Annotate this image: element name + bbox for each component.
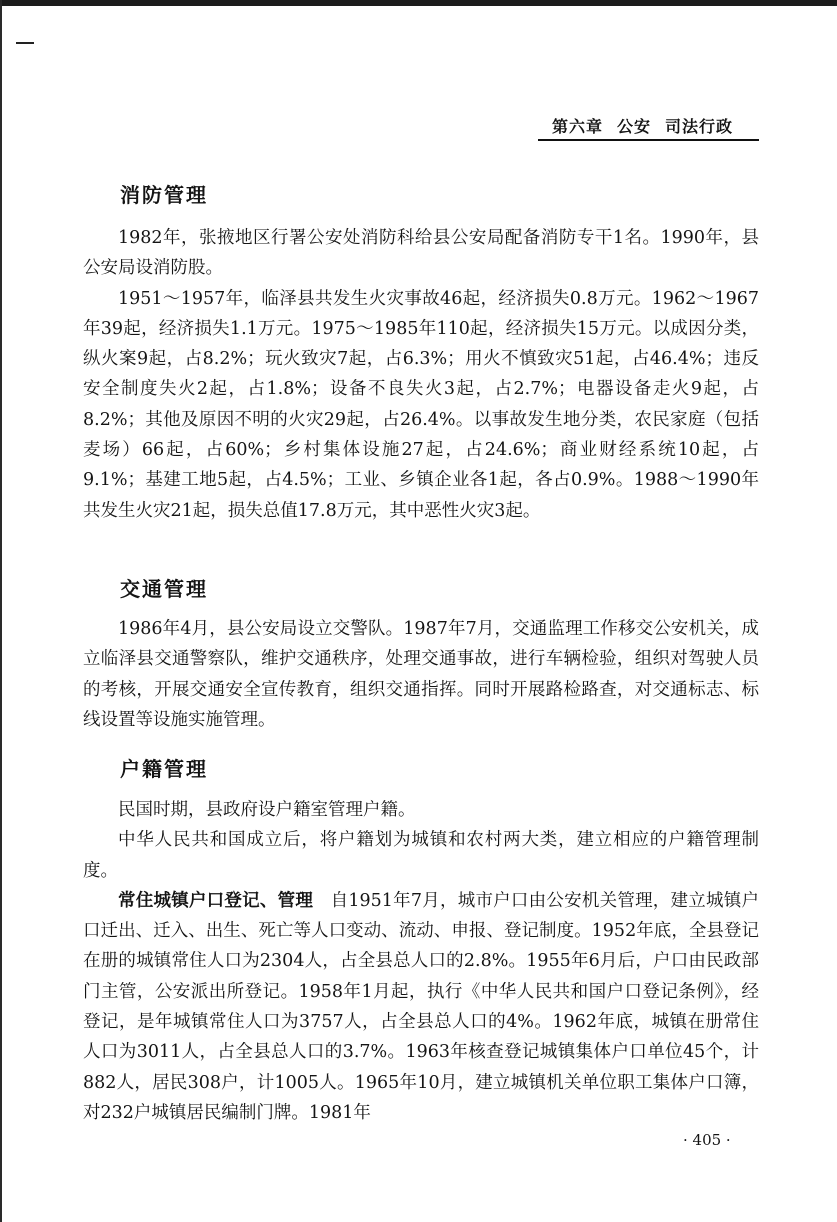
- paragraph: 1986年4月，县公安局设立交警队。1987年7月，交通监理工作移交公安机关，成立临泽县交通警察队，维护交通秩序，处理交通事故，进行车辆检验，组织对驾驶人员的考核，开展交通安全宣传教育，组织交通指挥。同时开展路检路查，对交通标志、标线设置等设施实施管理。: [83, 619, 759, 730]
- margin-mark: [16, 42, 34, 44]
- header-chapter: 第六章: [552, 117, 604, 136]
- paragraph-subsection: [83, 886, 759, 1128]
- scan-edge-top: [0, 0, 837, 6]
- section-body-household: [83, 795, 759, 1128]
- paragraph: 1951～1957年，临泽县共发生火灾事故46起，经济损失0.8万元。1962～1967年39起，经济损失1.1万元。1975～1985年110起，经济损失15万元。以成因分类，纵火案9起，占8.2%；玩火致灾7起，占6.3%；用火不慎致灾51起，占46.4%；违反安全制度失火2起，占1.8%；设备不良失火3起，占2.7%；电器设备走火9起，占8.2%；其他及原因不明的火灾29起，占26.4%。以事故发生地分类，农民家庭（包括麦场）66起，占60%；乡村集体设施27起，占24.6%；商业财经系统10起，占9.1%；基建工地5起，占4.5%；工业、乡镇企业各1起，各占0.9%。1988～1990年共发生火灾21起，损失总值17.8万元，其中恶性火灾3起。: [83, 288, 759, 521]
- subsection-title: 常住城镇户口登记、管理: [118, 890, 314, 911]
- section-title-traffic: 交通管理: [120, 577, 208, 601]
- section-body-traffic: [83, 614, 759, 735]
- running-header: [552, 114, 757, 137]
- section-title-household: 户籍管理: [120, 757, 208, 781]
- scan-edge-left: [0, 0, 2, 1222]
- page-number: · 405 ·: [683, 1131, 731, 1149]
- paragraph: 中华人民共和国成立后，将户籍划为城镇和农村两大类，建立相应的户籍管理制度。: [83, 830, 759, 881]
- paragraph: 1982年，张掖地区行署公安处消防科给县公安局配备消防专干1名。1990年，县公安局设消防股。: [83, 228, 759, 279]
- subsection-text: 自1951年7月，城市户口由公安机关管理，建立城镇户口迁出、迁入、出生、死亡等人口变动、流动、申报、登记制度。1952年底，全县登记在册的城镇常住人口为2304人，占全县总人口的2.8%。1955年6月后，户口由民政部门主管，公安派出所登记。1958年1月起，执行《中华人民共和国户口登记条例》，经登记，是年城镇常住人口为3757人，占全县总人口的4%。1962年底，城镇在册常住人口为3011人，占全县总人口的3.7%。1963年核查登记城镇集体户口单位45个，计882人，居民308户，计1005人。1965年10月，建立城镇机关单位职工集体户口簿，对232户城镇居民编制门牌。1981年: [83, 890, 759, 1123]
- section-body-fire: [83, 223, 759, 526]
- section-title-fire: 消防管理: [120, 183, 208, 207]
- header-part2: 司法行政: [665, 117, 734, 136]
- header-part1: 公安: [617, 117, 652, 136]
- paragraph: 民国时期，县政府设户籍室管理户籍。: [118, 800, 416, 820]
- header-rule: [538, 139, 759, 141]
